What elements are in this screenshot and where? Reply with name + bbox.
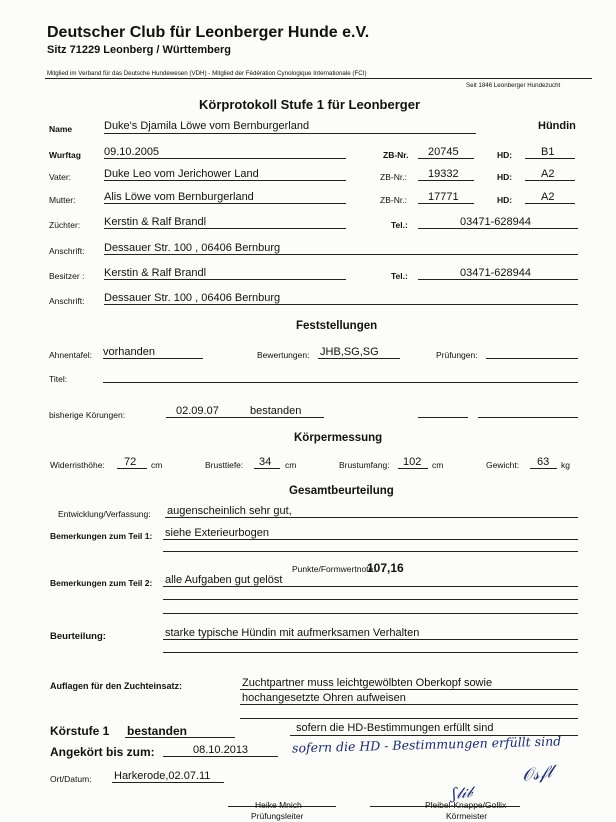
zb-label: ZB-Nr. xyxy=(383,150,409,160)
part2-label: Bemerkungen zum Teil 2: xyxy=(50,578,153,588)
club-seat: Sitz 71229 Leonberg / Württemberg xyxy=(47,44,231,56)
chest-depth-line xyxy=(254,468,280,469)
until-value: 08.10.2013 xyxy=(193,744,249,756)
zb-line xyxy=(418,158,474,159)
sire-zb-label: ZB-Nr.: xyxy=(380,172,407,182)
titles-line xyxy=(103,382,578,383)
chest-depth-value: 34 xyxy=(259,456,272,468)
chest-girth-line xyxy=(398,468,428,469)
points-label: Punkte/Formwertnote: xyxy=(292,564,376,574)
part2-line-1 xyxy=(163,586,578,587)
place-value: Harkerode,02.07.11 xyxy=(114,770,211,782)
owner-address: Dessauer Str. 100 , 06406 Bernburg xyxy=(104,292,281,304)
assessment-line-2 xyxy=(163,652,578,653)
level-label: Körstufe 1 xyxy=(50,724,110,738)
part2-line-3 xyxy=(163,613,578,614)
since-note: Seit 1846 Leonberger Hundezucht xyxy=(466,82,561,89)
titles-label: Titel: xyxy=(49,374,68,384)
development-line xyxy=(165,517,578,518)
dam-name: Alis Löwe vom Bernburgerland xyxy=(104,191,254,203)
exams-line xyxy=(486,358,578,359)
part1-line-2 xyxy=(163,551,578,552)
birth-line xyxy=(104,158,346,159)
chest-depth-label: Brusttiefe: xyxy=(205,460,244,470)
place-label: Ort/Datum: xyxy=(50,774,92,784)
ratings-label: Bewertungen: xyxy=(257,350,310,360)
conditions-rule-3 xyxy=(240,718,578,719)
ratings-value: JHB,SG,SG xyxy=(320,346,379,358)
breeder-address-label: Anschrift: xyxy=(49,246,85,256)
dog-name-line xyxy=(104,133,476,134)
chest-girth-label: Brustumfang: xyxy=(339,460,390,470)
dog-name: Duke's Djamila Löwe vom Bernburgerland xyxy=(104,120,310,132)
dam-zb-line xyxy=(418,203,474,204)
part2-value: alle Aufgaben gut gelöst xyxy=(165,574,283,586)
sire-label: Vater: xyxy=(49,172,72,182)
hd-value: B1 xyxy=(541,146,555,158)
previous-date: 02.09.07 xyxy=(176,405,219,417)
points-value: 107,16 xyxy=(367,561,404,575)
hd-label: HD: xyxy=(497,150,513,160)
chest-depth-unit: cm xyxy=(285,460,297,470)
sire-zb-line xyxy=(418,180,474,181)
breeder-address: Dessauer Str. 100 , 06406 Bernburg xyxy=(104,242,281,254)
sire-hd-line xyxy=(525,180,575,181)
ahnentafel-value: vorhanden xyxy=(103,346,155,358)
part1-label: Bemerkungen zum Teil 1: xyxy=(50,531,153,541)
previous-label: bisherige Körungen: xyxy=(49,410,126,420)
level-value: bestanden xyxy=(127,724,188,738)
judge-signature: ʃ𝓁𝒾𝒷 xyxy=(451,782,474,804)
owner-tel-label: Tel.: xyxy=(391,271,408,281)
sire-hd-label: HD: xyxy=(497,172,513,182)
owner-tel-line xyxy=(418,279,578,280)
previous-line-3 xyxy=(478,417,578,418)
breeder-name: Kerstin & Ralf Brandl xyxy=(104,216,207,228)
dam-zb: 17771 xyxy=(428,191,459,203)
owner-name: Kerstin & Ralf Brandl xyxy=(104,267,207,279)
development-value: augenscheinlich sehr gut, xyxy=(167,505,292,517)
development-label: Entwicklung/Verfassung: xyxy=(58,509,151,519)
until-line xyxy=(163,756,278,757)
sire-zb: 19332 xyxy=(428,168,459,180)
hd-line xyxy=(525,158,575,159)
judge-name: Pleibel-Knappe/Gollix xyxy=(425,800,507,810)
owner-tel: 03471-628944 xyxy=(460,267,531,279)
dam-line xyxy=(104,203,346,204)
conditions-rule-1 xyxy=(240,689,578,690)
part2-line-2 xyxy=(163,599,578,600)
breeder-tel: 03471-628944 xyxy=(460,216,531,228)
place-line xyxy=(112,782,224,783)
withers-label: Widerristhöhe: xyxy=(50,460,105,470)
second-signature: 𝒪𝓈𝒻𝓁 xyxy=(520,761,554,787)
chest-girth-value: 102 xyxy=(403,456,422,468)
conditions-rule-2 xyxy=(240,704,578,705)
examiner-name: Heike Mnich xyxy=(255,800,302,810)
ahnentafel-line xyxy=(103,358,203,359)
owner-address-label: Anschrift: xyxy=(49,296,85,306)
overall-heading: Gesamtbeurteilung xyxy=(289,485,394,497)
dog-sex: Hündin xyxy=(538,120,576,132)
conditions-line1: Zuchtpartner muss leichtgewölbten Oberkopf sowie xyxy=(242,677,493,689)
name-label: Name xyxy=(49,124,73,134)
previous-line-1 xyxy=(166,417,324,418)
withers-line xyxy=(117,468,147,469)
withers-unit: cm xyxy=(151,460,163,470)
assessment-label: Beurteilung: xyxy=(50,631,106,642)
ahnentafel-label: Ahnentafel: xyxy=(49,350,93,360)
hd-condition: sofern die HD-Bestimmungen erfüllt sind xyxy=(296,722,494,734)
weight-label: Gewicht: xyxy=(486,460,520,470)
breeder-label: Züchter: xyxy=(49,220,81,230)
findings-heading: Feststellungen xyxy=(296,320,378,332)
examiner-role: Prüfungsleiter xyxy=(251,811,304,821)
hd-handwritten-note: sofern die HD - Bestimmungen erfüllt sind xyxy=(291,733,562,756)
part1-value: siehe Exterieurbogen xyxy=(165,527,269,539)
ratings-line xyxy=(318,358,400,359)
withers-value: 72 xyxy=(124,456,137,468)
dam-zb-label: ZB-Nr.: xyxy=(380,195,407,205)
zb-number: 20745 xyxy=(428,146,459,158)
breeder-tel-line xyxy=(418,228,578,229)
breeder-line xyxy=(104,228,346,229)
sire-line xyxy=(104,180,346,181)
weight-value: 63 xyxy=(537,456,550,468)
until-label: Angekört bis zum: xyxy=(50,745,155,759)
form-title: Körprotokoll Stufe 1 für Leonberger xyxy=(199,97,421,112)
weight-line xyxy=(530,468,557,469)
membership-note: Mitglied im Verband für das Deutsche Hundewesen (VDH) - Mitglied der Fédération Cynologique Internationale (FCI) xyxy=(47,70,367,77)
exams-label: Prüfungen: xyxy=(436,350,478,360)
dam-hd-label: HD: xyxy=(497,195,513,205)
assessment-line-1 xyxy=(163,639,578,640)
birth-date: 09.10.2005 xyxy=(104,146,160,158)
conditions-label: Auflagen für den Zuchteinsatz: xyxy=(50,681,183,691)
owner-line xyxy=(104,279,346,280)
measure-heading: Körpermessung xyxy=(294,432,383,444)
dam-label: Mutter: xyxy=(49,195,76,205)
judge-role: Körmeister xyxy=(446,811,488,821)
weight-unit: kg xyxy=(561,460,570,470)
owner-label: Besitzer : xyxy=(49,271,85,281)
dam-hd-line xyxy=(525,203,575,204)
previous-line-2 xyxy=(418,417,468,418)
owner-address-line xyxy=(104,304,578,305)
previous-result: bestanden xyxy=(250,405,302,417)
sire-name: Duke Leo vom Jerichower Land xyxy=(104,168,259,180)
sire-hd: A2 xyxy=(541,168,555,180)
level-line xyxy=(125,737,235,738)
chest-girth-unit: cm xyxy=(432,460,444,470)
header-rule xyxy=(45,78,592,79)
breeder-address-line xyxy=(104,254,578,255)
dam-hd: A2 xyxy=(541,191,555,203)
conditions-line2: hochangesetzte Ohren aufweisen xyxy=(242,692,406,704)
club-name: Deutscher Club für Leonberger Hunde e.V. xyxy=(47,24,370,41)
birth-label: Wurftag xyxy=(49,150,81,160)
part1-line-1 xyxy=(163,539,578,540)
breeder-tel-label: Tel.: xyxy=(391,220,408,230)
assessment-value: starke typische Hündin mit aufmerksamen Verhalten xyxy=(165,627,420,639)
